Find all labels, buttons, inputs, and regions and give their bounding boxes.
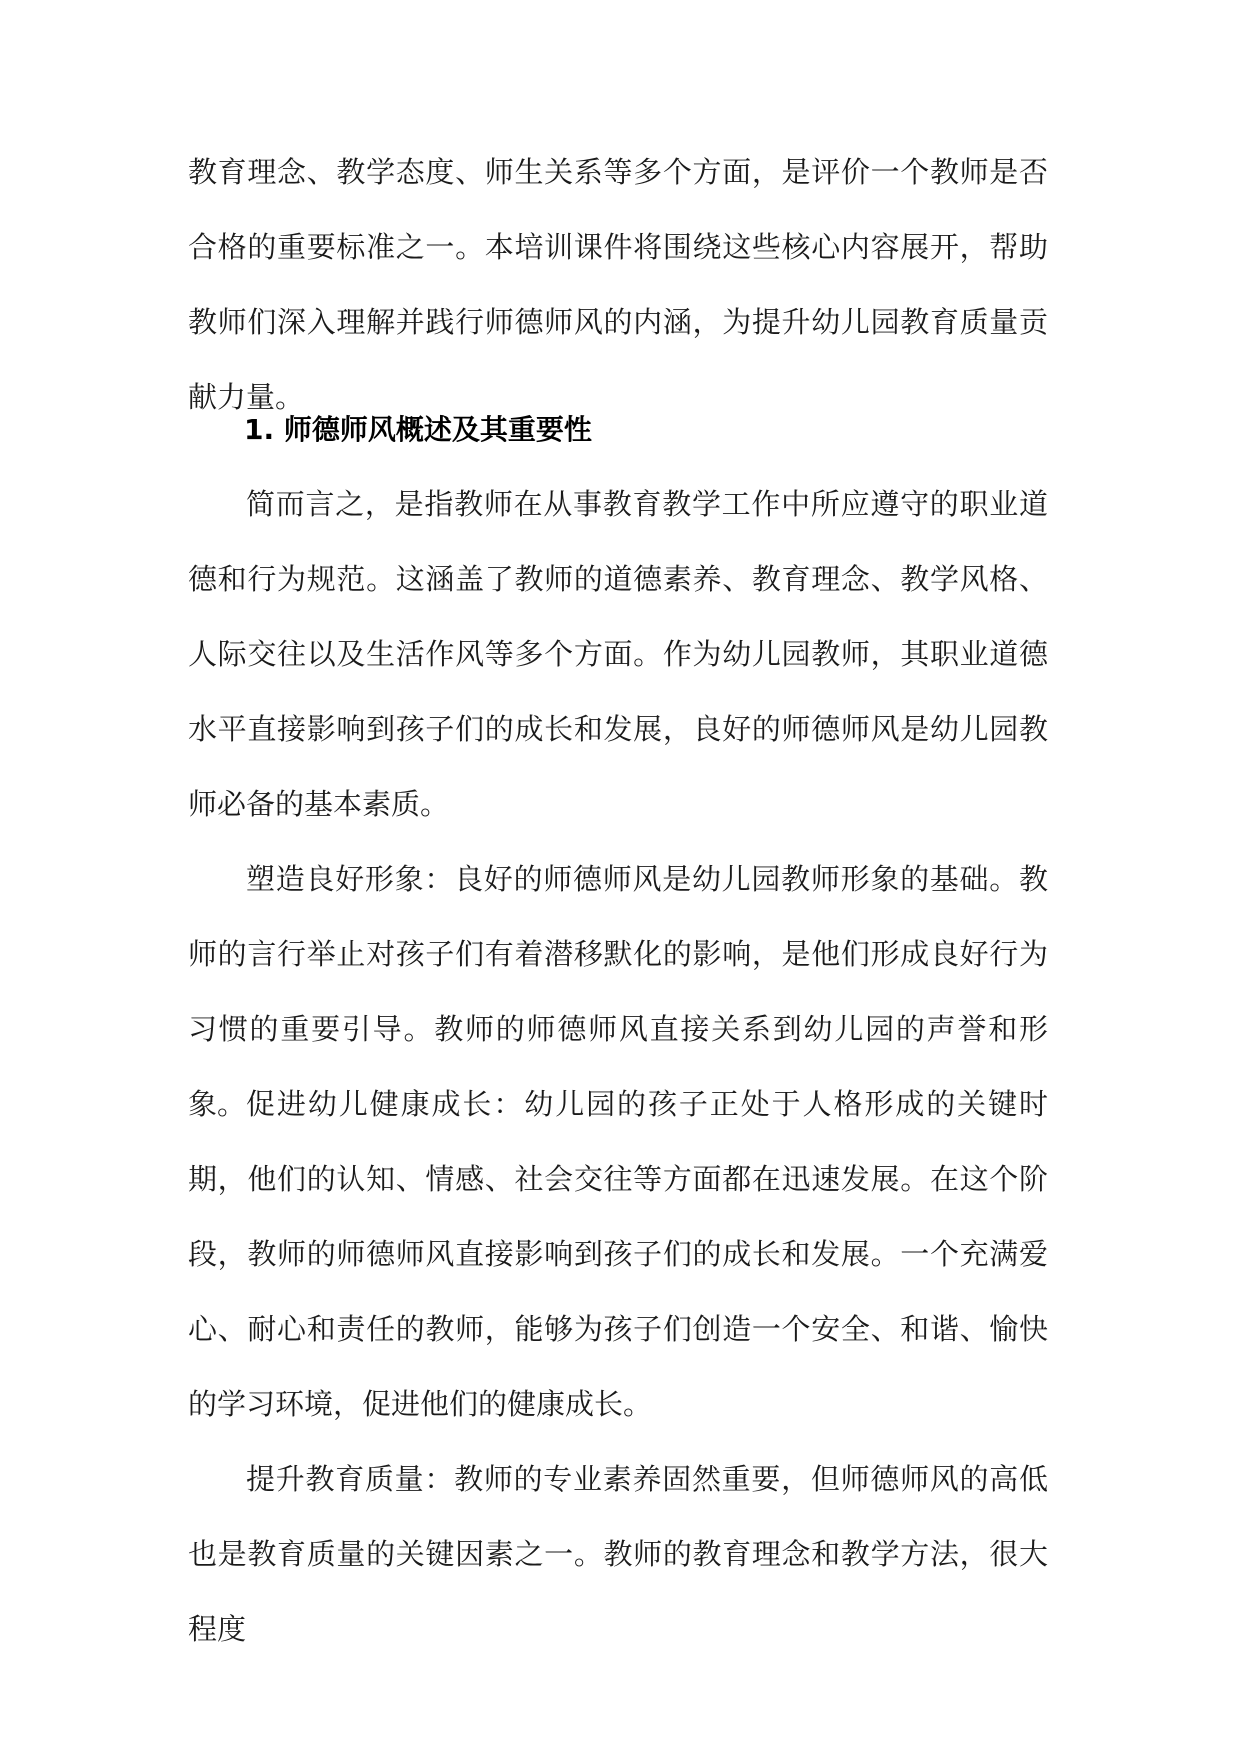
intro-paragraph: 教育理念、教学态度、师生关系等多个方面，是评价一个教师是否合格的重要标准之一。本培训课件将围绕这些核心内容展开，帮助教师们深入理解并践行师德师风的内涵，为提升幼儿园教育质量贡献力量。 <box>188 155 1048 414</box>
paragraph-image: 塑造良好形象：良好的师德师风是幼儿园教师形象的基础。教师的言行举止对孩子们有着潜移默化的影响，是他们形成良好行为习惯的重要引导。教师的师德师风直接关系到幼儿园的声誉和形象。 <box>188 862 1048 1121</box>
paragraph-overview: 简而言之，是指教师在从事教育教学工作中所应遵守的职业道德和行为规范。这涵盖了教师的道德素养、教育理念、教学风格、人际交往以及生活作风等多个方面。作为幼儿园教师，其职业道德水平直接影响到孩子们的成长和发展，良好的师德师风是幼儿园教师必备的基本素质。 <box>188 487 1048 821</box>
section-heading: 1. 师德师风概述及其重要性 <box>244 413 592 446</box>
paragraph-child-growth: 促进幼儿健康成长：幼儿园的孩子正处于人格形成的关键时期，他们的认知、情感、社会交往等方面都在迅速发展。在这个阶段，教师的师德师风直接影响到孩子们的成长和发展。一个充满爱心、耐心和责任的教师，能够为孩子们创造一个安全、和谐、愉快的学习环境，促进他们的健康成长。 <box>188 1087 1048 1421</box>
paragraph-education-quality: 提升教育质量：教师的专业素养固然重要，但师德师风的高低也是教育质量的关键因素之一。教师的教育理念和教学方法，很大程度 <box>188 1462 1048 1646</box>
